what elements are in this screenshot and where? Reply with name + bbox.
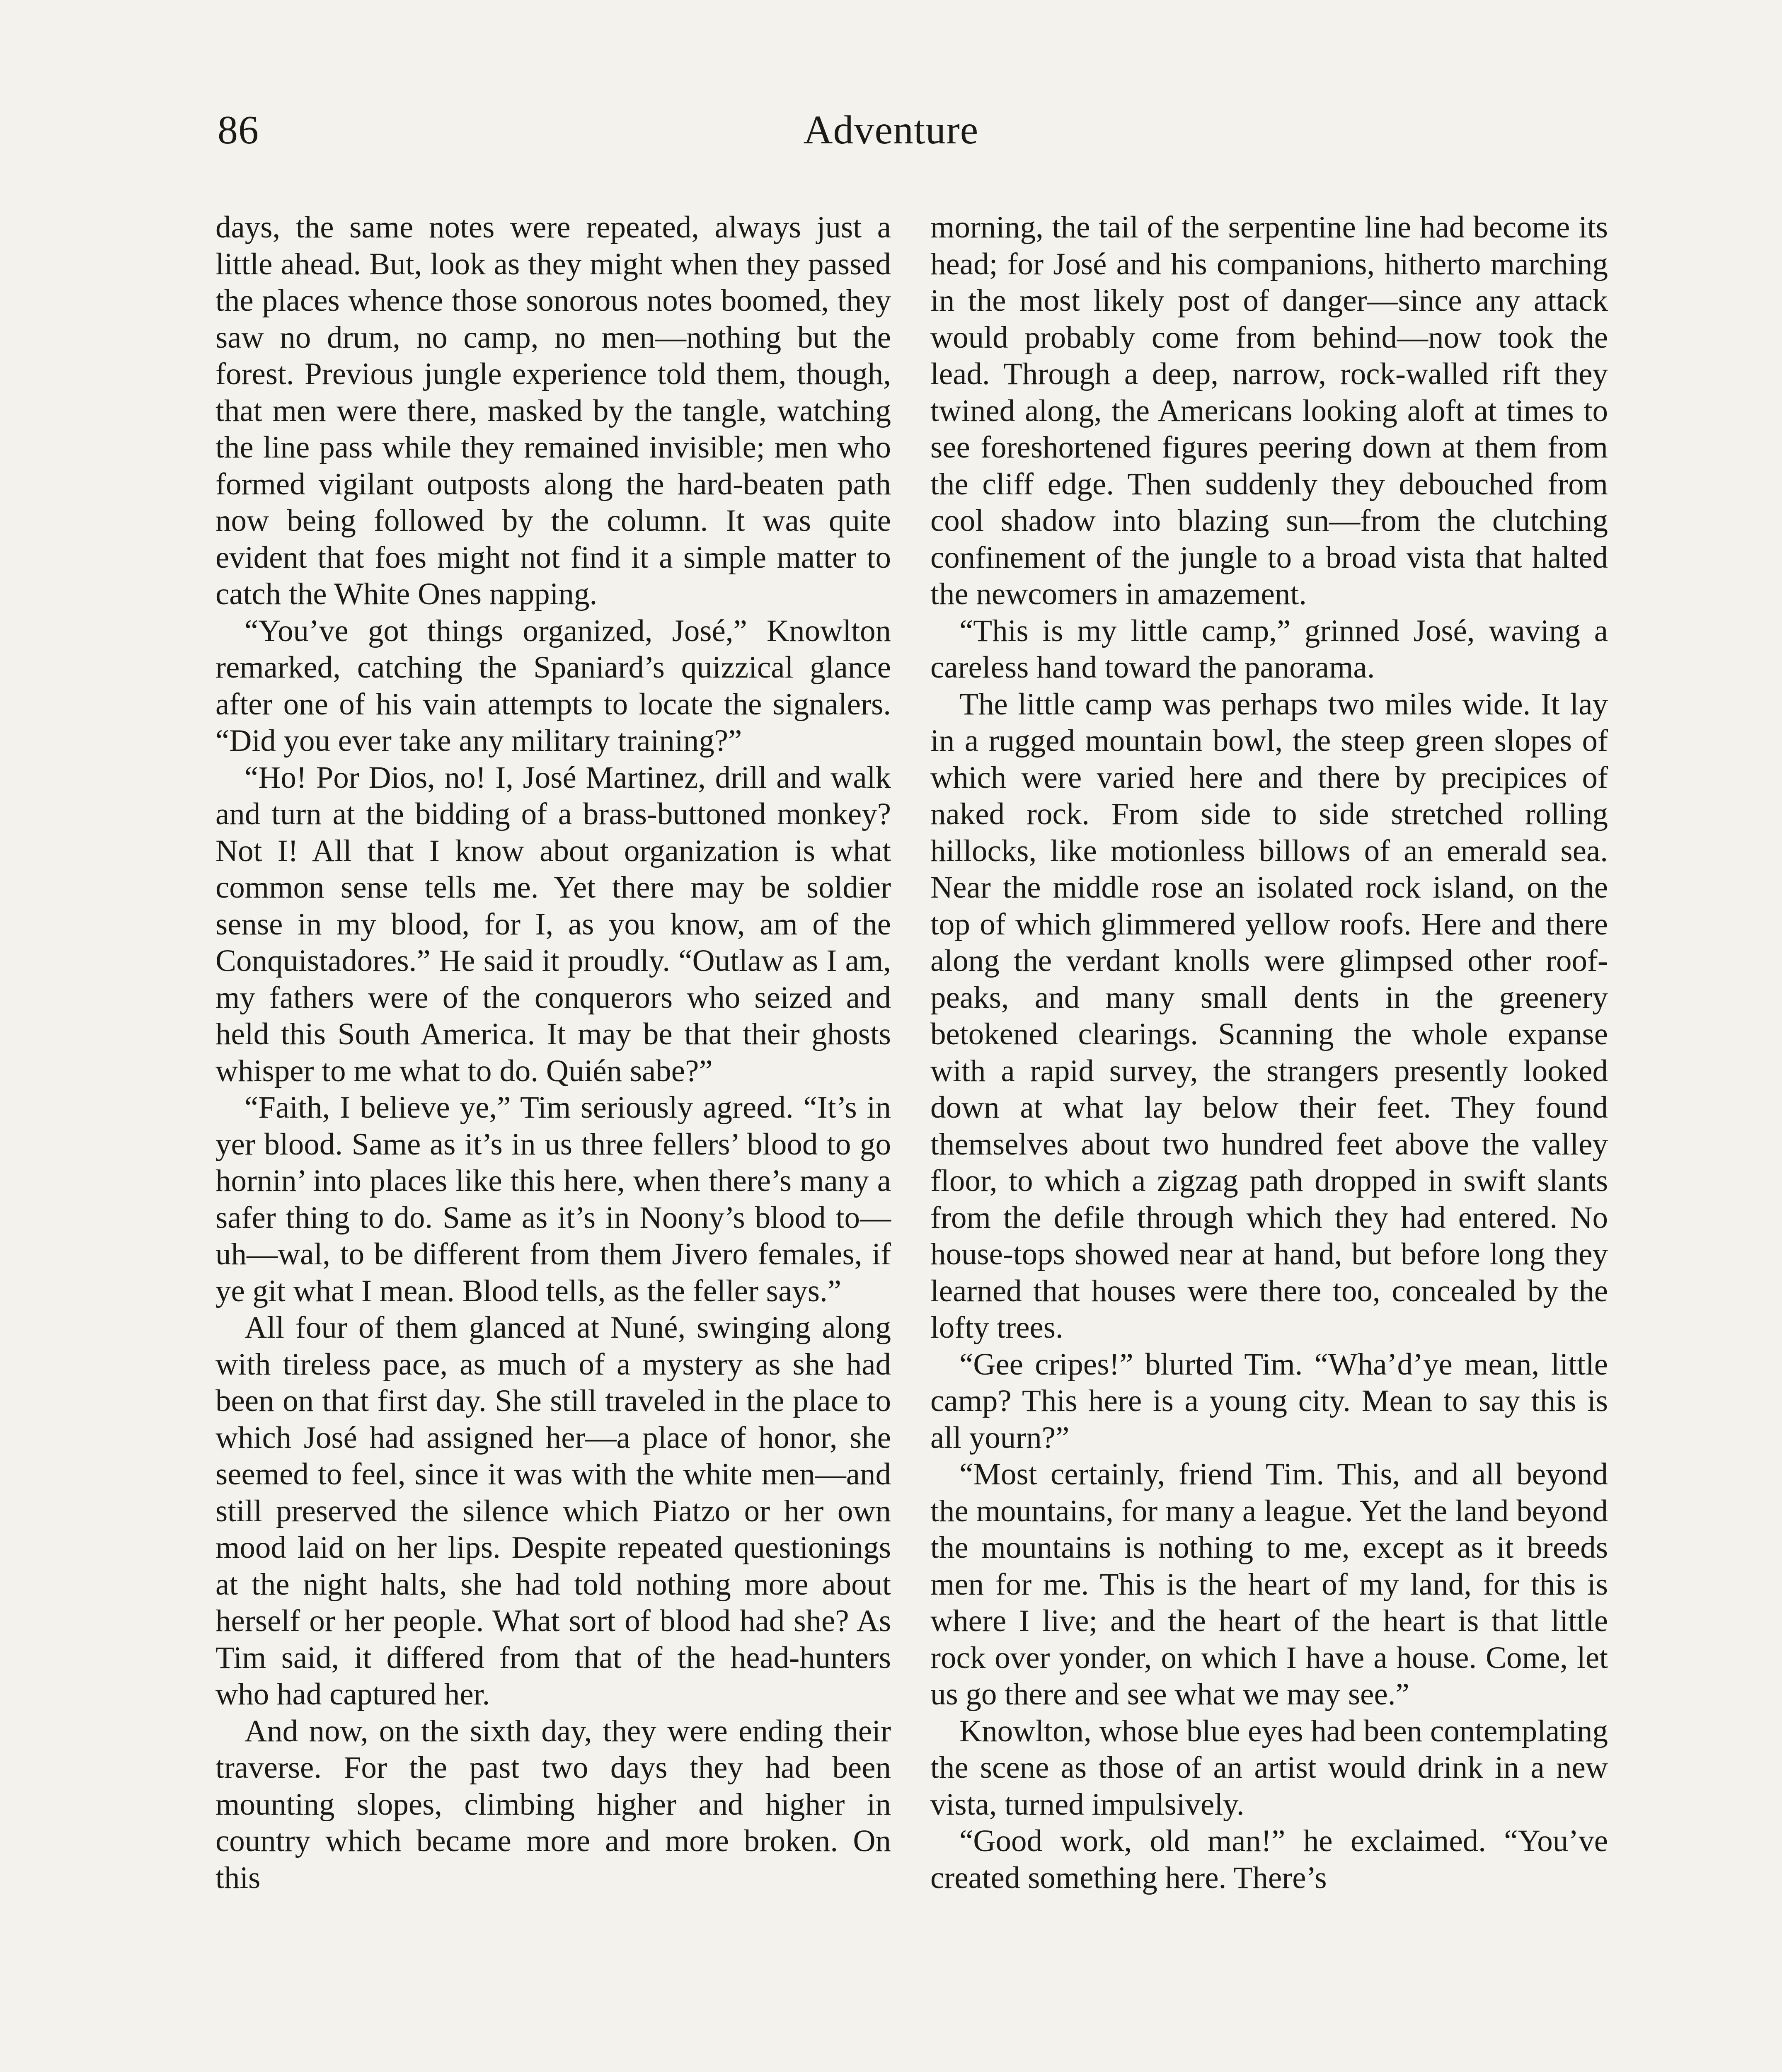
- running-title: Adventure: [803, 108, 979, 152]
- paragraph: “Faith, I believe ye,” Tim seriously agreed. “It’s in yer blood. Same as it’s in us three fellers’ blood to go hornin’ into places like this here, when there’s many a safer thing to do. Same as it’s in Noony’s blood to—uh—wal, to be different from them Jivero females, if ye git what I mean. Blood tells, as the feller says.”: [215, 1090, 891, 1308]
- paragraph: Knowlton, whose blue eyes had been contemplating the scene as those of an artist would drink in a new vista, turned impulsively.: [930, 1714, 1608, 1822]
- paragraph: The little camp was perhaps two miles wide. It lay in a rugged mountain bowl, the steep green slopes of which were varied here and there by precipices of naked rock. From side to side stretched rolling hillocks, like motionless billows of an emerald sea. Near the middle rose an isolated rock island, on the top of which glimmered yellow roofs. Here and there along the verdant knolls were glimpsed other roof-peaks, and many small dents in the greenery betokened clearings. Scanning the whole expanse with a rapid survey, the strangers presently looked down at what lay below their feet. They found themselves about two hundred feet above the valley floor, to which a zigzag path dropped in swift slants from the defile through which they had entered. No house-tops showed near at hand, but before long they learned that houses were there too, concealed by the lofty trees.: [930, 687, 1608, 1345]
- paragraph: “Gee cripes!” blurted Tim. “Wha’d’ye mean, little camp? This here is a young city. Mean to say this is all yourn?”: [930, 1347, 1608, 1455]
- paragraph: “This is my little camp,” grinned José, waving a careless hand toward the panorama.: [930, 613, 1608, 685]
- right-column: [930, 209, 1608, 1896]
- left-column: [215, 209, 891, 1896]
- paragraph: “Most certainly, friend Tim. This, and all beyond the mountains, for many a league. Yet the land beyond the mountains is nothing to me, except as it breeds men for me. This is the heart of my land, for this is where I live; and the heart of the heart is that little rock over yonder, on which I have a house. Come, let us go there and see what we may see.”: [930, 1457, 1608, 1711]
- running-header: [0, 0, 1782, 182]
- paragraph: days, the same notes were repeated, always just a little ahead. But, look as they might when they passed the places whence those sonorous notes boomed, they saw no drum, no camp, no men—nothing but the forest. Previous jungle experience told them, though, that men were there, masked by the tangle, watching the line pass while they remained invisible; men who formed vigilant outposts along the hard-beaten path now being followed by the column. It was quite evident that foes might not find it a simple matter to catch the White Ones napping.: [215, 210, 891, 611]
- paragraph: All four of them glanced at Nuné, swinging along with tireless pace, as much of a mystery as she had been on that first day. She still traveled in the place to which José had assigned her—a place of honor, she seemed to feel, since it was with the white men—and still preserved the silence which Piatzo or her own mood laid on her lips. Despite repeated questionings at the night halts, she had told nothing more about herself or her people. What sort of blood had she? As Tim said, it differed from that of the head-hunters who had captured her.: [215, 1310, 891, 1711]
- paragraph: “Good work, old man!” he exclaimed. “You’ve created something here. There’s: [930, 1824, 1608, 1895]
- page-number: 86: [218, 108, 259, 152]
- paragraph: And now, on the sixth day, they were ending their traverse. For the past two days they had been mounting slopes, climbing higher and higher in country which became more and more broken. On this: [215, 1714, 891, 1895]
- paragraph: “You’ve got things organized, José,” Knowlton remarked, catching the Spaniard’s quizzical glance after one of his vain attempts to locate the signalers. “Did you ever take any military training?”: [215, 613, 891, 758]
- paragraph: morning, the tail of the serpentine line had become its head; for José and his companions, hitherto marching in the most likely post of danger—since any attack would probably come from behind—now took the lead. Through a deep, narrow, rock-walled rift they twined along, the Americans looking aloft at times to see foreshortened figures peering down at them from the cliff edge. Then suddenly they debouched from cool shadow into blazing sun—from the clutching confinement of the jungle to a broad vista that halted the newcomers in amazement.: [930, 210, 1608, 611]
- paragraph: “Ho! Por Dios, no! I, José Martinez, drill and walk and turn at the bidding of a brass-buttoned monkey? Not I! All that I know about organization is what common sense tells me. Yet there may be soldier sense in my blood, for I, as you know, am of the Conquistadores.” He said it proudly. “Outlaw as I am, my fathers were of the conquerors who seized and held this South America. It may be that their ghosts whisper to me what to do. Quién sabe?”: [215, 760, 891, 1088]
